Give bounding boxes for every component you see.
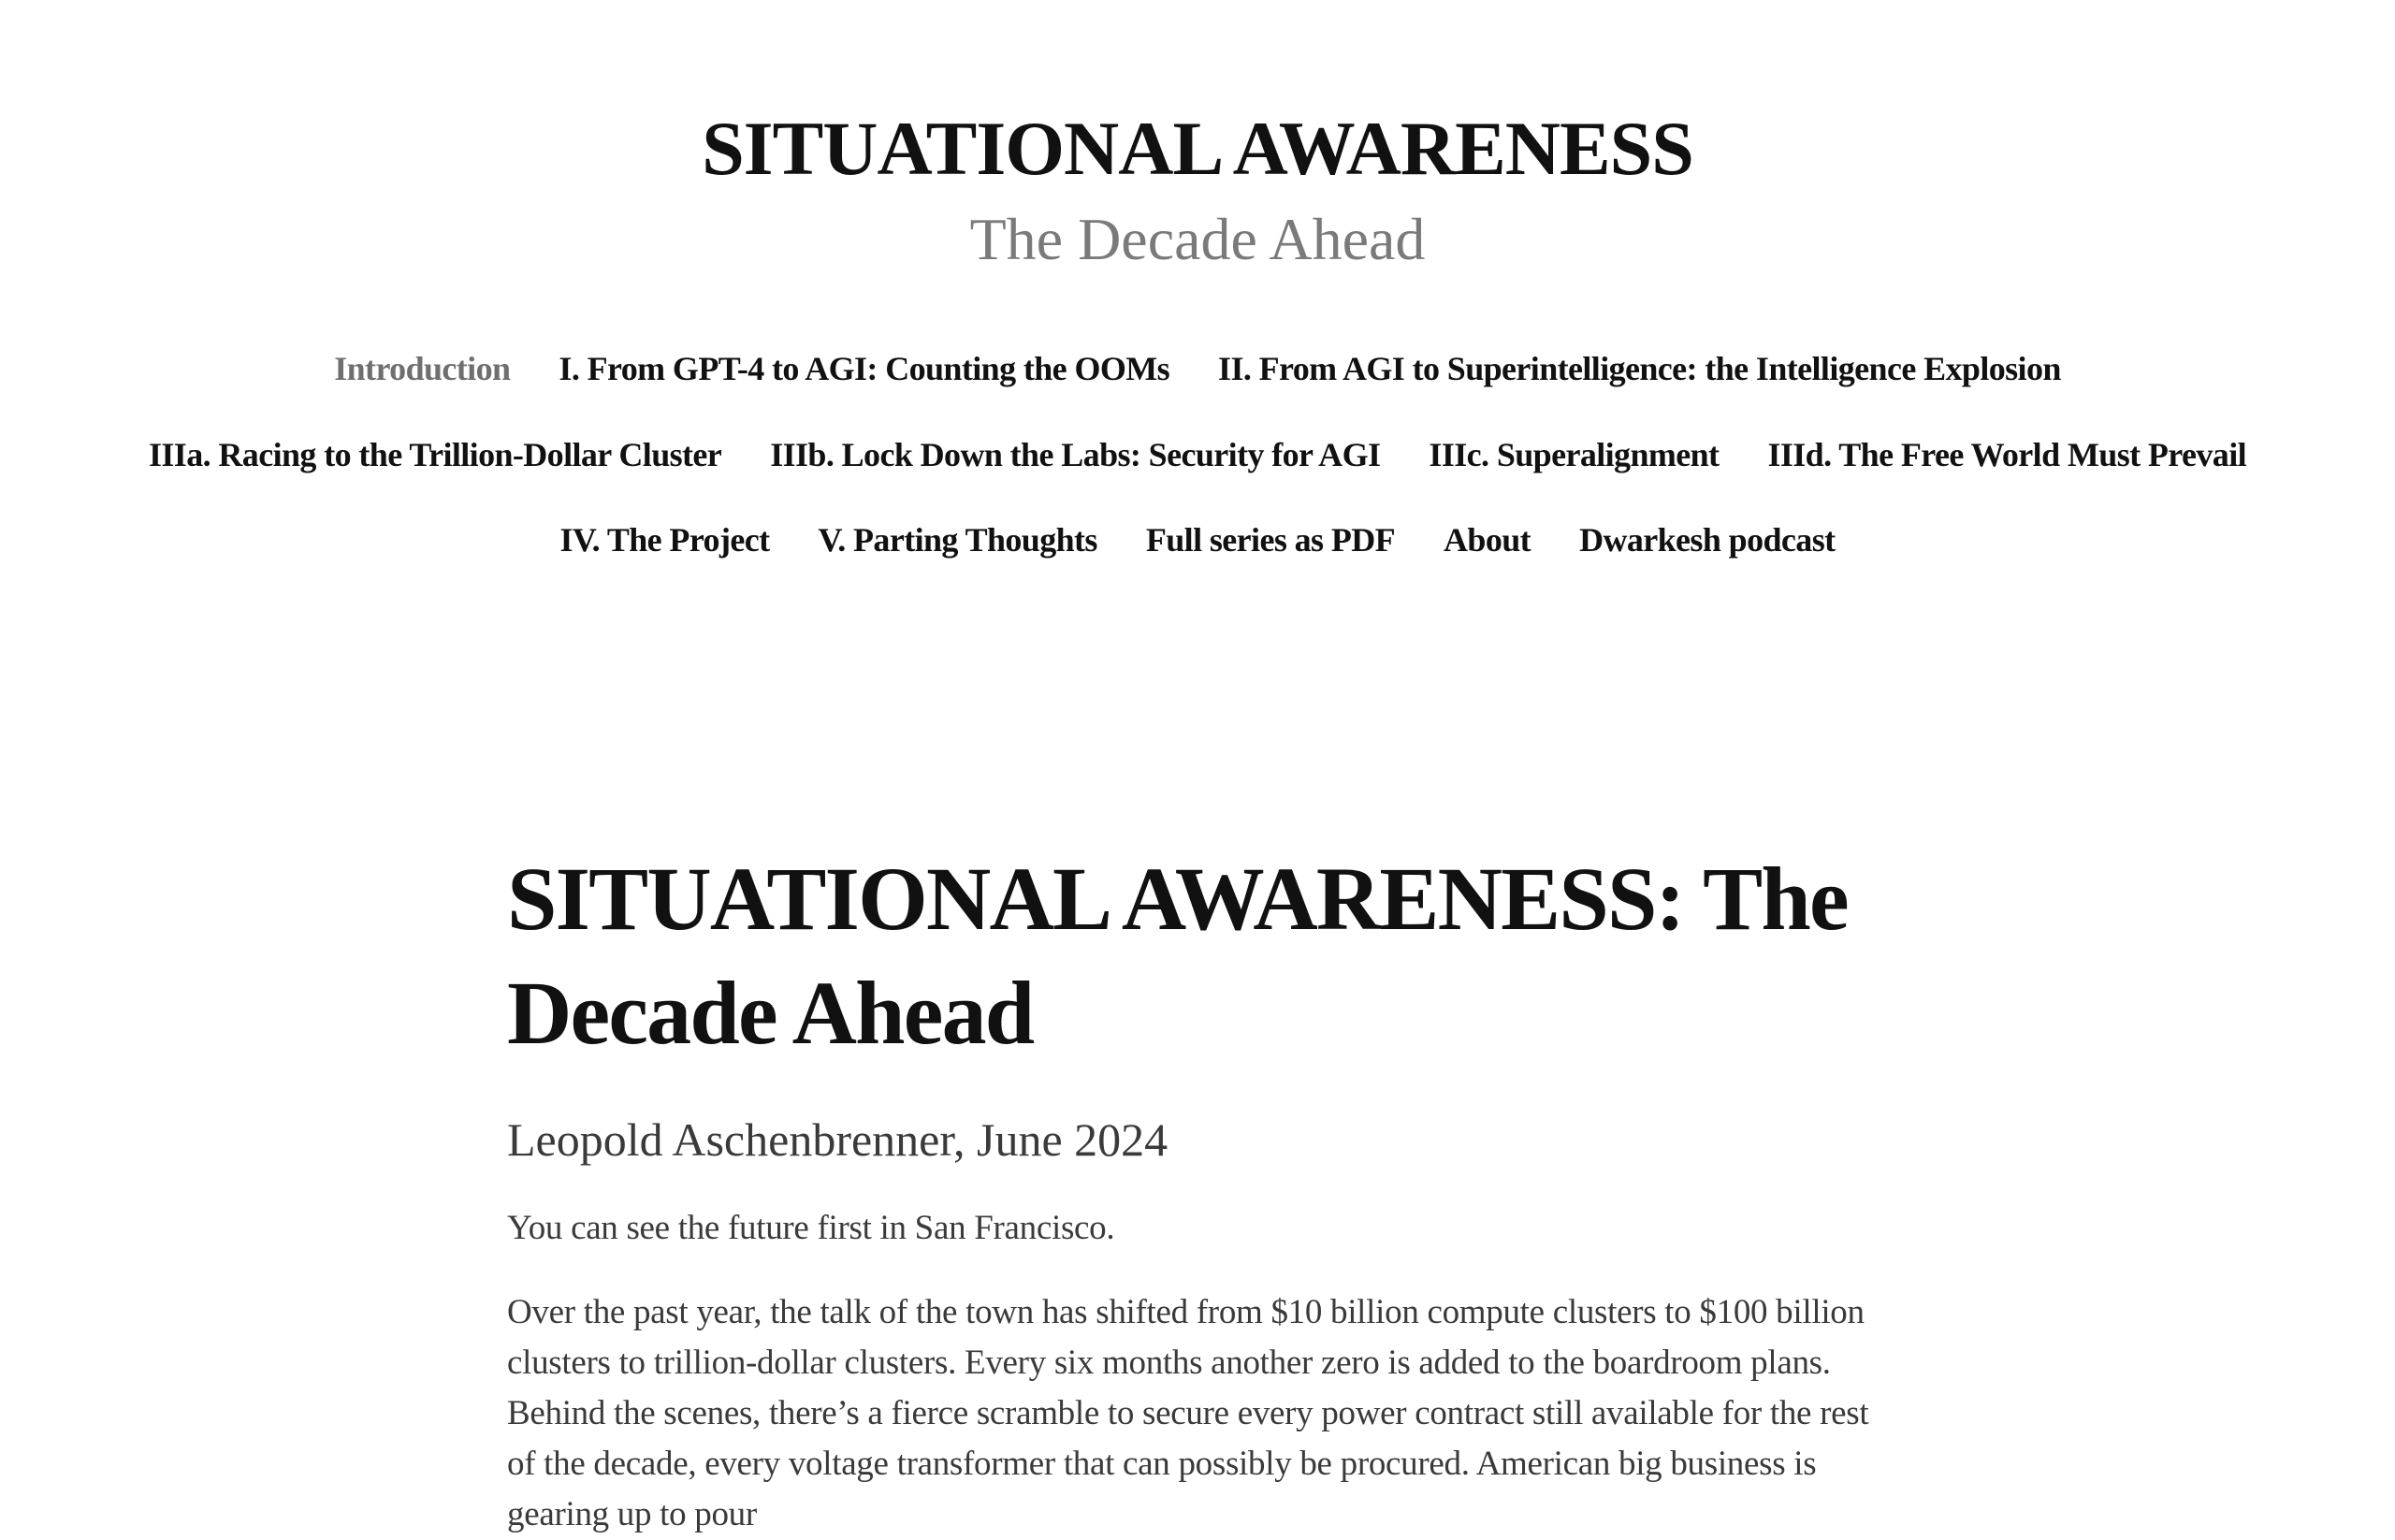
- nav-link-introduction[interactable]: Introduction: [334, 350, 511, 387]
- nav-row-3: [168, 521, 2227, 559]
- nav-link-about[interactable]: About: [1444, 521, 1531, 559]
- nav-link-intelligence-explosion[interactable]: II. From AGI to Superintelligence: the Intelligence Explosion: [1218, 350, 2061, 387]
- article-paragraph: Over the past year, the talk of the town has shifted from $10 billion compute clusters to $100 billion clusters to trillion-dollar clusters. Every six months another zero is added to the boardroom plans. Behind the scenes, there’s a fierce scramble to secure every power contract still available for the rest of the decade, every voltage transformer that can possibly be procured. American big business is gearing up to pour: [507, 1293, 1869, 1533]
- nav-row-1: [168, 350, 2227, 387]
- nav-link-full-series-pdf[interactable]: Full series as PDF: [1145, 521, 1396, 559]
- nav-link-the-project[interactable]: IV. The Project: [559, 521, 770, 559]
- nav-link-parting-thoughts[interactable]: V. Parting Thoughts: [818, 521, 1097, 559]
- article-title: SITUATIONAL AWARENESS: The Decade Ahead: [507, 849, 1848, 1063]
- nav-row-2: [148, 436, 2247, 473]
- nav-link-dwarkesh-podcast[interactable]: Dwarkesh podcast: [1579, 521, 1836, 559]
- article-byline: Leopold Aschenbrenner, June 2024: [507, 1113, 1168, 1166]
- nav-link-lock-down-the-labs[interactable]: IIIb. Lock Down the Labs: Security for AGI: [770, 436, 1381, 473]
- nav-link-free-world-must-prevail[interactable]: IIId. The Free World Must Prevail: [1767, 436, 2247, 473]
- article-paragraph: You can see the future first in San Francisco.: [507, 1209, 1115, 1247]
- nav-link-superalignment[interactable]: IIIc. Superalignment: [1429, 436, 1720, 473]
- site-subtitle: The Decade Ahead: [969, 206, 1426, 272]
- site-title[interactable]: SITUATIONAL AWARENESS: [702, 106, 1693, 191]
- nav-link-trillion-dollar-cluster[interactable]: IIIa. Racing to the Trillion-Dollar Cluster: [148, 436, 722, 473]
- nav-link-counting-the-ooms[interactable]: I. From GPT-4 to AGI: Counting the OOMs: [559, 350, 1170, 387]
- article: [507, 842, 1888, 1540]
